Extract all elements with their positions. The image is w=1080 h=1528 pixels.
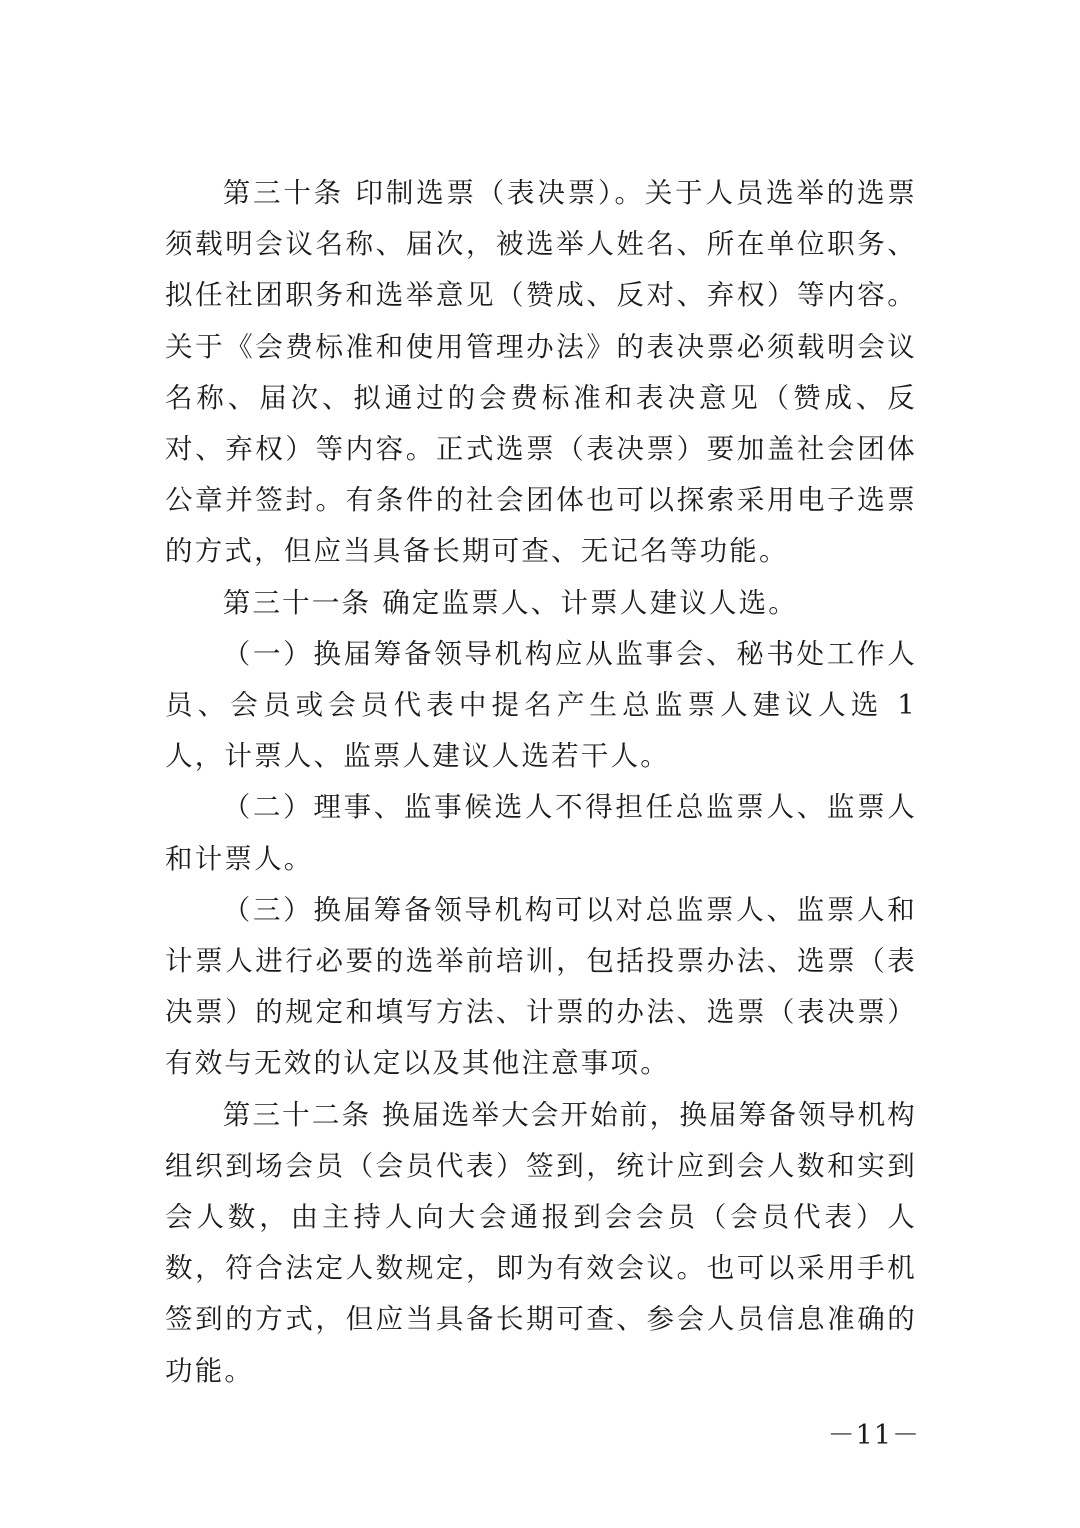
page-number: －11－	[827, 1420, 920, 1451]
article-31-heading: 第三十一条 确定监票人、计票人建议人选。	[222, 586, 798, 619]
article-31-item-2: （二）理事、监事候选人不得担任总监票人、监票人和计票人。	[165, 791, 917, 875]
article-31-item-1: （一）换届筹备领导机构应从监事会、秘书处工作人员、会员或会员代表中提名产生总监票人建议人选 1 人，计票人、监票人建议人选若干人。	[165, 637, 917, 773]
article-31-item-3: （三）换届筹备领导机构可以对总监票人、监票人和计票人进行必要的选举前培训，包括投票办法、选票（表决票）的规定和填写方法、计票的办法、选票（表决票）有效与无效的认定以及其他注意事项。	[165, 893, 917, 1080]
article-32-paragraph: 第三十二条 换届选举大会开始前，换届筹备领导机构组织到场会员（会员代表）签到，统计应到会人数和实到会人数，由主持人向大会通报到会会员（会员代表）人数，符合法定人数规定，即为有效会议。也可以采用手机签到的方式，但应当具备长期可查、参会人员信息准确的功能。	[165, 1098, 917, 1387]
document-body	[165, 168, 917, 1397]
article-30-paragraph: 第三十条 印制选票（表决票）。关于人员选举的选票须载明会议名称、届次，被选举人姓名、所在单位职务、拟任社团职务和选举意见（赞成、反对、弃权）等内容。关于《会费标准和使用管理办法》的表决票必须载明会议名称、届次、拟通过的会费标准和表决意见（赞成、反对、弃权）等内容。正式选票（表决票）要加盖社会团体公章并签封。有条件的社会团体也可以探索采用电子选票的方式，但应当具备长期可查、无记名等功能。	[165, 177, 917, 568]
